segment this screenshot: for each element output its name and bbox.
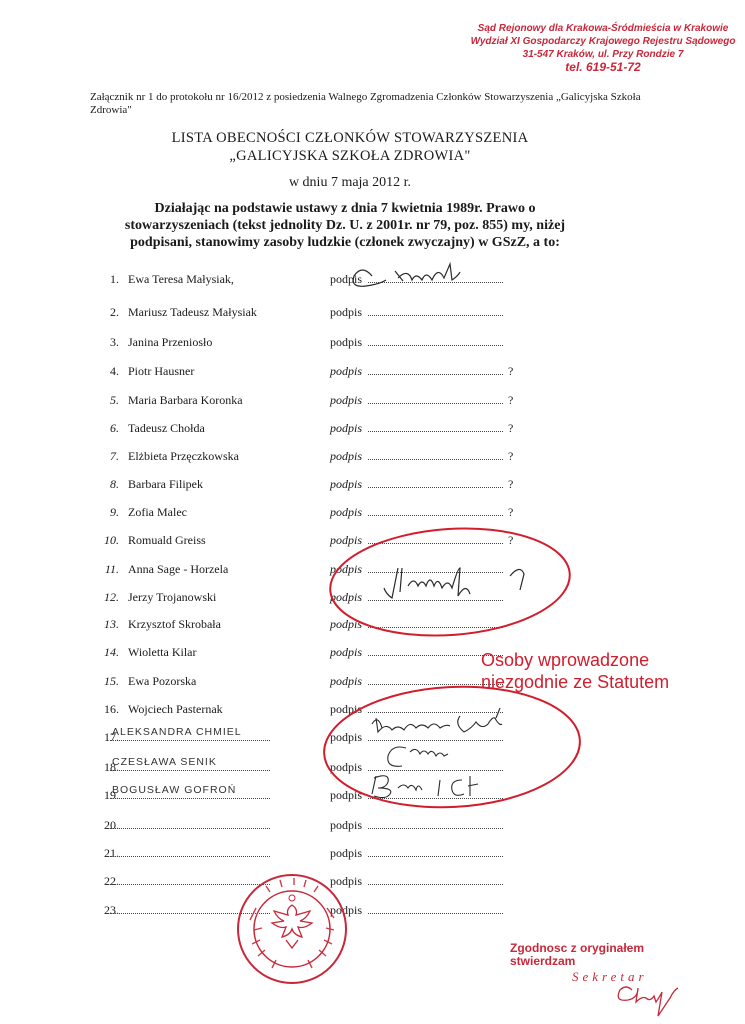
member-name: Jerzy Trojanowski bbox=[128, 590, 217, 604]
member-name: Krzysztof Skrobała bbox=[128, 617, 221, 631]
signature-label: podpis bbox=[330, 874, 363, 888]
signature-label: podpis bbox=[330, 590, 363, 604]
signature-label: podpis bbox=[330, 421, 363, 435]
member-number: 14. bbox=[104, 645, 119, 659]
member-name: Elżbieta Przęczkowska bbox=[128, 449, 239, 463]
member-number: 9. bbox=[110, 505, 119, 519]
signature-label: podpis bbox=[330, 364, 363, 378]
member-number: 5. bbox=[110, 393, 119, 407]
member-name: Maria Barbara Koronka bbox=[128, 393, 243, 407]
court-stamp-line1: Sąd Rejonowy dla Krakowa-Śródmieścia w Krakowie bbox=[477, 23, 729, 34]
member-name: Tadeusz Chołda bbox=[128, 421, 205, 435]
signature-label: podpis bbox=[330, 533, 363, 547]
certification-line1: Zgodnosc z oryginałem bbox=[510, 941, 645, 955]
member-number: 19. bbox=[104, 788, 119, 802]
question-mark: ? bbox=[508, 393, 514, 407]
certification-role: Sekretar bbox=[572, 969, 648, 984]
member-number: 7. bbox=[110, 449, 119, 463]
member-name: Janina Przeniosło bbox=[128, 335, 213, 349]
member-name: Ewa Pozorska bbox=[128, 674, 197, 688]
signature-label: podpis bbox=[330, 305, 363, 319]
member-number: 20. bbox=[104, 818, 119, 832]
question-mark: ? bbox=[508, 533, 514, 547]
question-mark: ? bbox=[508, 477, 514, 491]
signature-label: podpis bbox=[330, 477, 363, 491]
official-seal bbox=[238, 875, 346, 983]
member-name: Romuald Greiss bbox=[128, 533, 206, 547]
court-stamp-line2: Wydział XI Gospodarczy Krajowego Rejestru Sądowego bbox=[470, 36, 736, 47]
document-title-line1: LISTA OBECNOŚCI CZŁONKÓW STOWARZYSZENIA bbox=[171, 130, 529, 146]
certification-stamp bbox=[510, 942, 644, 968]
member-number: 6. bbox=[110, 421, 119, 435]
signature-row17 bbox=[372, 708, 502, 732]
court-stamp-line3: 31-547 Kraków, ul. Przy Rondzie 7 bbox=[522, 49, 684, 60]
signature-label: podpis bbox=[330, 846, 363, 860]
member-number: 15. bbox=[104, 674, 119, 688]
member-number: 8. bbox=[110, 477, 119, 491]
signature-label: podpis bbox=[330, 393, 363, 407]
question-mark: ? bbox=[508, 364, 514, 378]
member-name: Wioletta Kilar bbox=[128, 645, 197, 659]
member-number: 13. bbox=[104, 617, 119, 631]
signature-row12 bbox=[384, 568, 524, 598]
member-number: 4. bbox=[110, 364, 119, 378]
member-number: 18. bbox=[104, 760, 119, 774]
signature-label: podpis bbox=[330, 272, 363, 286]
signature-label: podpis bbox=[330, 617, 363, 631]
member-name: Ewa Teresa Małysiak, bbox=[128, 272, 234, 286]
member-name: Anna Sage - Horzela bbox=[128, 562, 229, 576]
annotation-line1: Osoby wprowadzone bbox=[481, 650, 650, 670]
signature-row19 bbox=[372, 776, 478, 798]
eagle-emblem-icon bbox=[272, 905, 312, 948]
signature-label: podpis bbox=[330, 760, 363, 774]
annotation-circle-upper bbox=[327, 521, 574, 643]
document-title-line2: „GALICYJSKA SZKOŁA ZDROWIA" bbox=[229, 148, 471, 164]
member-number: 23. bbox=[104, 903, 119, 917]
document-date: w dniu 7 maja 2012 r. bbox=[288, 175, 412, 190]
secretary-signature bbox=[618, 987, 678, 1016]
attachment-note: Załącznik nr 1 do protokołu nr 16/2012 z posiedzenia Walnego Zgromadzenia Członków Stowarzyszenia „Galicyjska Szkoła Zdrowia" bbox=[90, 91, 641, 116]
intro-paragraph: Działając na podstawie ustawy z dnia 7 kwietnia 1989r. Prawo o stowarzyszeniach (tekst jednolity Dz. U. z 2001r. nr 79, poz. 855) my, niżej podpisani, stanowimy zasoby ludzkie (członek zwyczajny) w GSzZ, a to: bbox=[124, 201, 566, 250]
annotation-note bbox=[481, 649, 669, 693]
signature-label: podpis bbox=[330, 505, 363, 519]
member-number: 3. bbox=[110, 335, 119, 349]
signature-label: podpis bbox=[330, 903, 363, 917]
member-name: Piotr Hausner bbox=[128, 364, 195, 378]
member-number: 2. bbox=[110, 305, 119, 319]
member-number: 22. bbox=[104, 874, 119, 888]
member-number: 1. bbox=[110, 272, 119, 286]
member-number: 11. bbox=[104, 562, 119, 576]
question-mark: ? bbox=[508, 421, 514, 435]
signature-row18 bbox=[388, 747, 448, 766]
member-name: Mariusz Tadeusz Małysiak bbox=[128, 305, 257, 319]
member-number: 16. bbox=[104, 702, 119, 716]
signature-row1 bbox=[353, 264, 460, 286]
annotation-line2: niezgodnie ze Statutem bbox=[481, 672, 670, 692]
signature-label: podpis bbox=[330, 818, 363, 832]
signature-label: podpis bbox=[330, 645, 363, 659]
member-name: Wojciech Pasternak bbox=[128, 702, 223, 716]
court-stamp-tel: tel. 619-51-72 bbox=[565, 60, 641, 74]
member-name-handwritten: ALEKSANDRA CHMIEL bbox=[112, 726, 242, 738]
member-name-handwritten: BOGUSŁAW GOFROŃ bbox=[112, 784, 237, 796]
member-name: Zofia Malec bbox=[128, 505, 187, 519]
member-number: 12. bbox=[104, 590, 119, 604]
signature-label: podpis bbox=[330, 335, 363, 349]
signature-label: podpis bbox=[330, 788, 363, 802]
annotation-circle-lower bbox=[321, 680, 583, 813]
question-mark: ? bbox=[508, 449, 514, 463]
signature-label: podpis bbox=[330, 730, 363, 744]
member-number: 21. bbox=[104, 846, 119, 860]
signature-label: podpis bbox=[330, 702, 363, 716]
member-name: Barbara Filipek bbox=[128, 477, 203, 491]
member-number: 10. bbox=[104, 533, 119, 547]
member-number: 17. bbox=[104, 730, 119, 744]
signature-label: podpis bbox=[330, 562, 363, 576]
member-name-handwritten: CZESŁAWA SENIK bbox=[112, 756, 217, 768]
certification-line2: stwierdzam bbox=[510, 954, 576, 968]
question-mark: ? bbox=[508, 505, 514, 519]
signature-label: podpis bbox=[330, 449, 363, 463]
signature-label: podpis bbox=[330, 674, 363, 688]
